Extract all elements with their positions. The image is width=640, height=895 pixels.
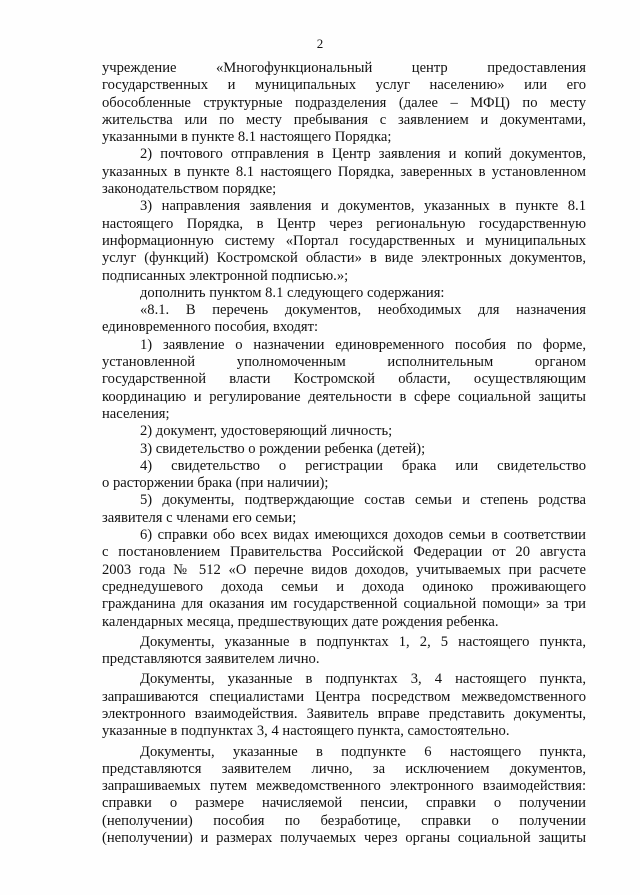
text-line: «8.1. В перечень документов, необходимых для назначения bbox=[140, 302, 586, 319]
paragraph bbox=[102, 198, 586, 284]
text-line: представляются заявителем лично, за исключением документов, bbox=[102, 760, 586, 777]
text-line: 4) свидетельство о регистрации брака или свидетельство bbox=[140, 457, 586, 474]
text-line: 1) заявление о назначении единовременного пособия по форме, bbox=[140, 336, 586, 353]
paragraph bbox=[102, 146, 586, 198]
text-line: указанные в подпунктах 3, 4 настоящего пункта, самостоятельно. bbox=[102, 723, 510, 740]
text-line: представляются заявителем лично. bbox=[102, 651, 320, 668]
text-line: единовременного пособия, входят: bbox=[102, 319, 319, 336]
text-line: 2) документ, удостоверяющий личность; bbox=[140, 423, 393, 440]
text-line: с постановлением Правительства Российской Федерации от 20 августа bbox=[102, 544, 586, 561]
text-line: информационную систему «Портал государственных и муниципальных bbox=[102, 232, 586, 249]
text-line: (неполучении) и размерах получаемых через органы социальной защиты bbox=[102, 830, 586, 847]
paragraph bbox=[102, 744, 586, 848]
paragraph bbox=[102, 492, 586, 527]
text-line: Документы, указанные в подпункте 6 настоящего пункта, bbox=[140, 743, 586, 760]
paragraph bbox=[102, 458, 586, 493]
text-line: 5) документы, подтверждающие состав семьи и степень родства bbox=[140, 492, 586, 509]
paragraph bbox=[102, 441, 586, 458]
text-line: 6) справки обо всех видах имеющихся доходов семьи в соответствии bbox=[140, 527, 586, 544]
paragraph bbox=[102, 634, 586, 669]
text-line: электронного взаимодействия. Заявитель вправе представить документы, bbox=[102, 705, 586, 722]
text-line: о расторжении брака (при наличии); bbox=[102, 475, 329, 492]
text-line: 3) направления заявления и документов, указанных в пункте 8.1 bbox=[140, 198, 586, 215]
text-line: справки о размере начисляемой пенсии, справки о получении bbox=[102, 795, 586, 812]
text-line: календарных месяца, предшествующих дате рождения ребенка. bbox=[102, 613, 499, 630]
text-line: запрашиваемых путем межведомственного электронного взаимодействия: bbox=[102, 778, 586, 795]
paragraph bbox=[102, 302, 586, 337]
text-line: 3) свидетельство о рождении ребенка (детей); bbox=[140, 440, 426, 457]
text-line: дополнить пунктом 8.1 следующего содержания: bbox=[140, 284, 445, 301]
text-line: указанных в пункте 8.1 настоящего Порядка, заверенных в установленном bbox=[102, 163, 586, 180]
text-line: Документы, указанные в подпунктах 3, 4 настоящего пункта, bbox=[140, 671, 586, 688]
page-number: 2 bbox=[316, 36, 324, 51]
text-line: учреждение «Многофункциональный центр предоставления bbox=[102, 60, 586, 76]
paragraph bbox=[102, 60, 586, 146]
text-line: законодательством порядке; bbox=[102, 181, 277, 198]
text-line: государственной власти Костромской области, осуществляющим bbox=[102, 371, 586, 388]
text-line: настоящего Порядка, в Центр через региональную государственную bbox=[102, 215, 586, 232]
text-line: установленной уполномоченным исполнительным органом bbox=[102, 354, 586, 371]
text-line: 2003 года № 512 «О перечне видов доходов, учитываемых при расчете bbox=[102, 561, 586, 578]
paragraph bbox=[102, 423, 586, 440]
text-line: координацию и регулирование деятельности в сфере социальной защиты bbox=[102, 388, 586, 405]
text-line: 2) почтового отправления в Центр заявления и копий документов, bbox=[140, 146, 586, 163]
text-line: запрашиваются специалистами Центра посредством межведомственного bbox=[102, 688, 586, 705]
text-line: среднедушевого дохода семьи и дохода одиноко проживающего bbox=[102, 578, 586, 595]
paragraph bbox=[102, 671, 586, 740]
text-line: Документы, указанные в подпунктах 1, 2, 5 настоящего пункта, bbox=[140, 633, 586, 650]
paragraph bbox=[102, 337, 586, 423]
text-line: жительства или по месту пребывания с заявлением и документами, bbox=[102, 111, 586, 128]
text-line: населения; bbox=[102, 405, 170, 422]
paragraph bbox=[102, 527, 586, 631]
text-line: подписанных электронной подписью.»; bbox=[102, 267, 349, 284]
text-line: заявителя с членами его семьи; bbox=[102, 509, 297, 526]
paragraph bbox=[102, 285, 586, 302]
text-line: (неполучении) пособия по безработице, справки о получении bbox=[102, 812, 586, 829]
text-line: указанными в пункте 8.1 настоящего Порядка; bbox=[102, 129, 392, 146]
text-line: обособленные структурные подразделения (далее – МФЦ) по месту bbox=[102, 94, 586, 111]
text-line: государственных и муниципальных услуг населению» или его bbox=[102, 77, 586, 94]
text-line: гражданина для оказания им государственной социальной помощи» за три bbox=[102, 596, 586, 613]
text-line: услуг (функций) Костромской области» в виде электронных документов, bbox=[102, 250, 586, 267]
document-body bbox=[102, 60, 586, 847]
